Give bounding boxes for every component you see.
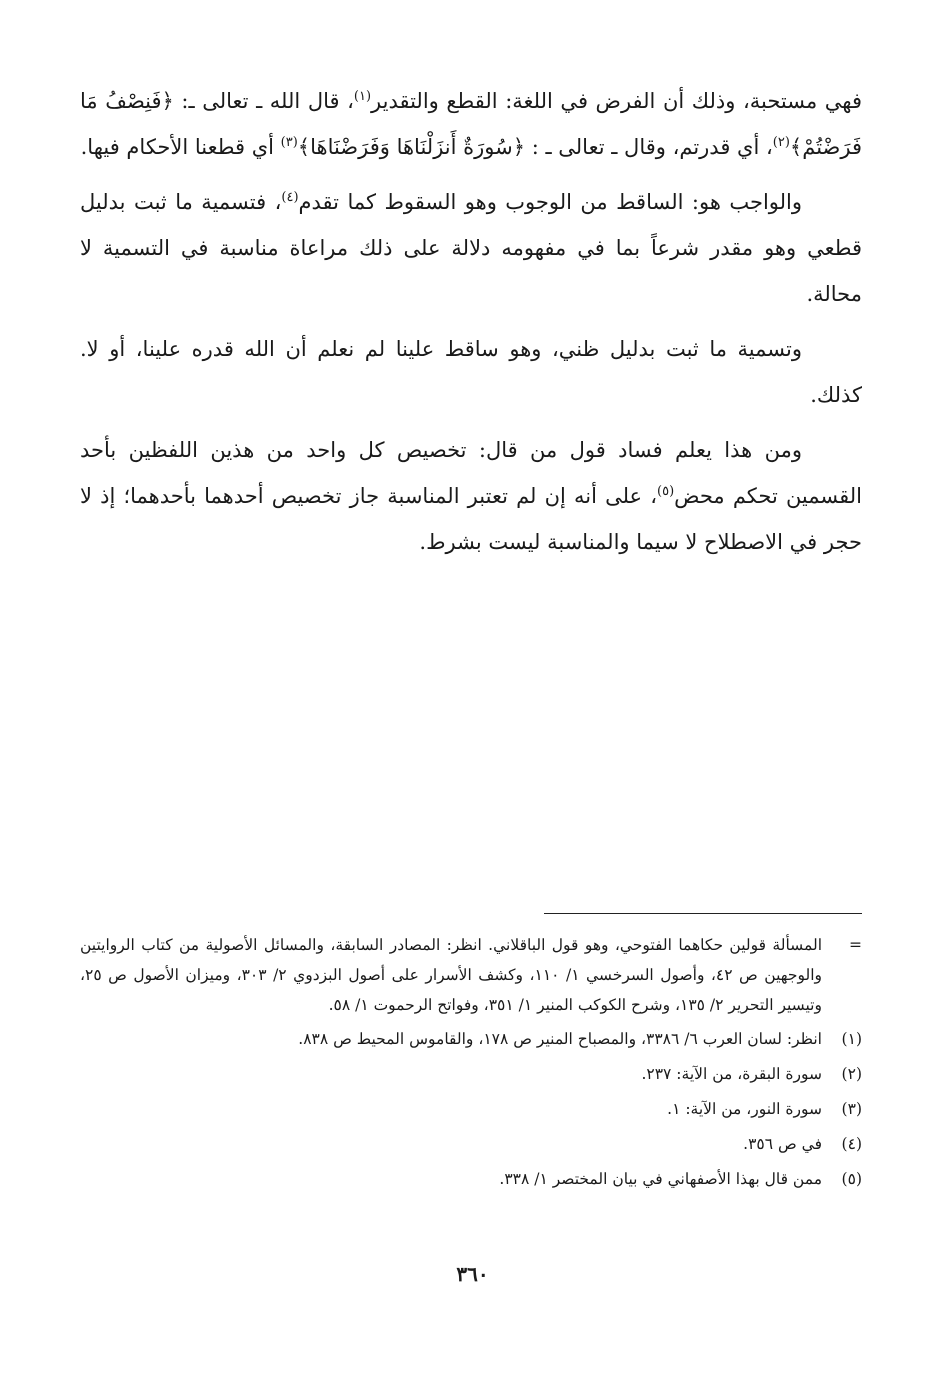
footnote-number: (٣) <box>841 1100 862 1118</box>
footnote <box>80 1022 862 1057</box>
text-run: ، أي قدرتم، وقال ـ تعالى ـ : ﴿سُورَةٌ أَنزَلْنَاهَا وَفَرَضْنَاهَا﴾ <box>297 135 773 159</box>
footnote-number: (٤) <box>841 1135 862 1153</box>
footnote-ref: (١) <box>353 89 372 104</box>
footnote-text: سورة البقرة، من الآية: ٢٣٧. <box>641 1065 822 1083</box>
footnote-number: (٢) <box>841 1065 862 1083</box>
text-run: ، فتسمية ما ثبت بدليل قطعي وهو مقدر شرعاً بما في مفهومه دلالة على ذلك مراعاة مناسبة في التسمية لا محالة. <box>80 190 862 306</box>
footnote-separator <box>544 913 862 914</box>
text-run: والواجب هو: الساقط من الوجوب وهو السقوط كما تقدم <box>298 190 803 214</box>
text-run: ، على أنه إن لم تعتبر المناسبة جاز تخصيص أحدهما بأحدهما؛ إذ لا حجر في الاصطلاح لا سيما والمناسبة ليست بشرط. <box>80 484 862 554</box>
paragraph <box>80 427 862 565</box>
footnotes <box>80 930 862 1197</box>
footnote <box>80 1057 862 1092</box>
footnote-number: (١) <box>841 1030 862 1048</box>
footnote-ref: (٢) <box>772 135 790 150</box>
text-run: فهي مستحبة، وذلك أن الفرض في اللغة: القطع والتقدير <box>371 89 862 113</box>
footnote-ref: (٥) <box>657 484 675 499</box>
text-run: أي قطعنا الأحكام فيها. <box>80 135 281 159</box>
footnote-ref: (٣) <box>280 135 298 150</box>
paragraph <box>80 78 862 170</box>
text-run: وتسمية ما ثبت بدليل ظني، وهو ساقط علينا لم نعلم أن الله قدره علينا، أو لا. كذلك. <box>80 337 862 407</box>
footnote <box>80 1127 862 1162</box>
footnote-number: (٥) <box>841 1170 862 1188</box>
page-number: ٣٦٠ <box>456 1262 489 1286</box>
footnote-text: انظر: لسان العرب ٦/ ٣٣٨٦، والمصباح المنير ص ١٧٨، والقاموس المحيط ص ٨٣٨. <box>298 1030 822 1048</box>
paragraph <box>80 326 862 418</box>
footnote-text: سورة النور، من الآية: ١. <box>667 1100 822 1118</box>
text-run: ومن هذا يعلم فساد قول من قال: تخصيص كل واحد من هذين اللفظين بأحد القسمين تحكم محض <box>80 438 862 508</box>
paragraph <box>80 179 862 317</box>
footnote-text: ممن قال بهذا الأصفهاني في بيان المختصر ١/ ٣٣٨. <box>499 1170 822 1188</box>
footnote-ref: (٤) <box>281 190 299 205</box>
footnote-continuation <box>80 930 862 1020</box>
main-text <box>80 78 862 574</box>
footnote-text: المسألة قولين حكاهما الفتوحي، وهو قول الباقلاني. انظر: المصادر السابقة، والمسائل الأصولية من كتاب الروايتين والوجهين ص ٤٢، وأصول السرخسي ١/ ١١٠، وكشف الأسرار على أصول البزدوي ٢/ ٣٠٣، وميزان الأصول ص ٢٥، وتيسير التحرير ٢/ ١٣٥، وشرح الكوكب المنير ١/ ٣٥١، وفواتح الرحموت ١/ ٥٨. <box>80 936 822 1014</box>
text-run: ، قال الله ـ تعالى ـ: ﴿فَنِصْفُ مَا فَرَضْتُمْ﴾ <box>80 89 862 159</box>
footnote <box>80 1162 862 1197</box>
footnote <box>80 1092 862 1127</box>
continuation-marker: = <box>849 936 862 954</box>
footnote-text: في ص ٣٥٦. <box>743 1135 822 1153</box>
